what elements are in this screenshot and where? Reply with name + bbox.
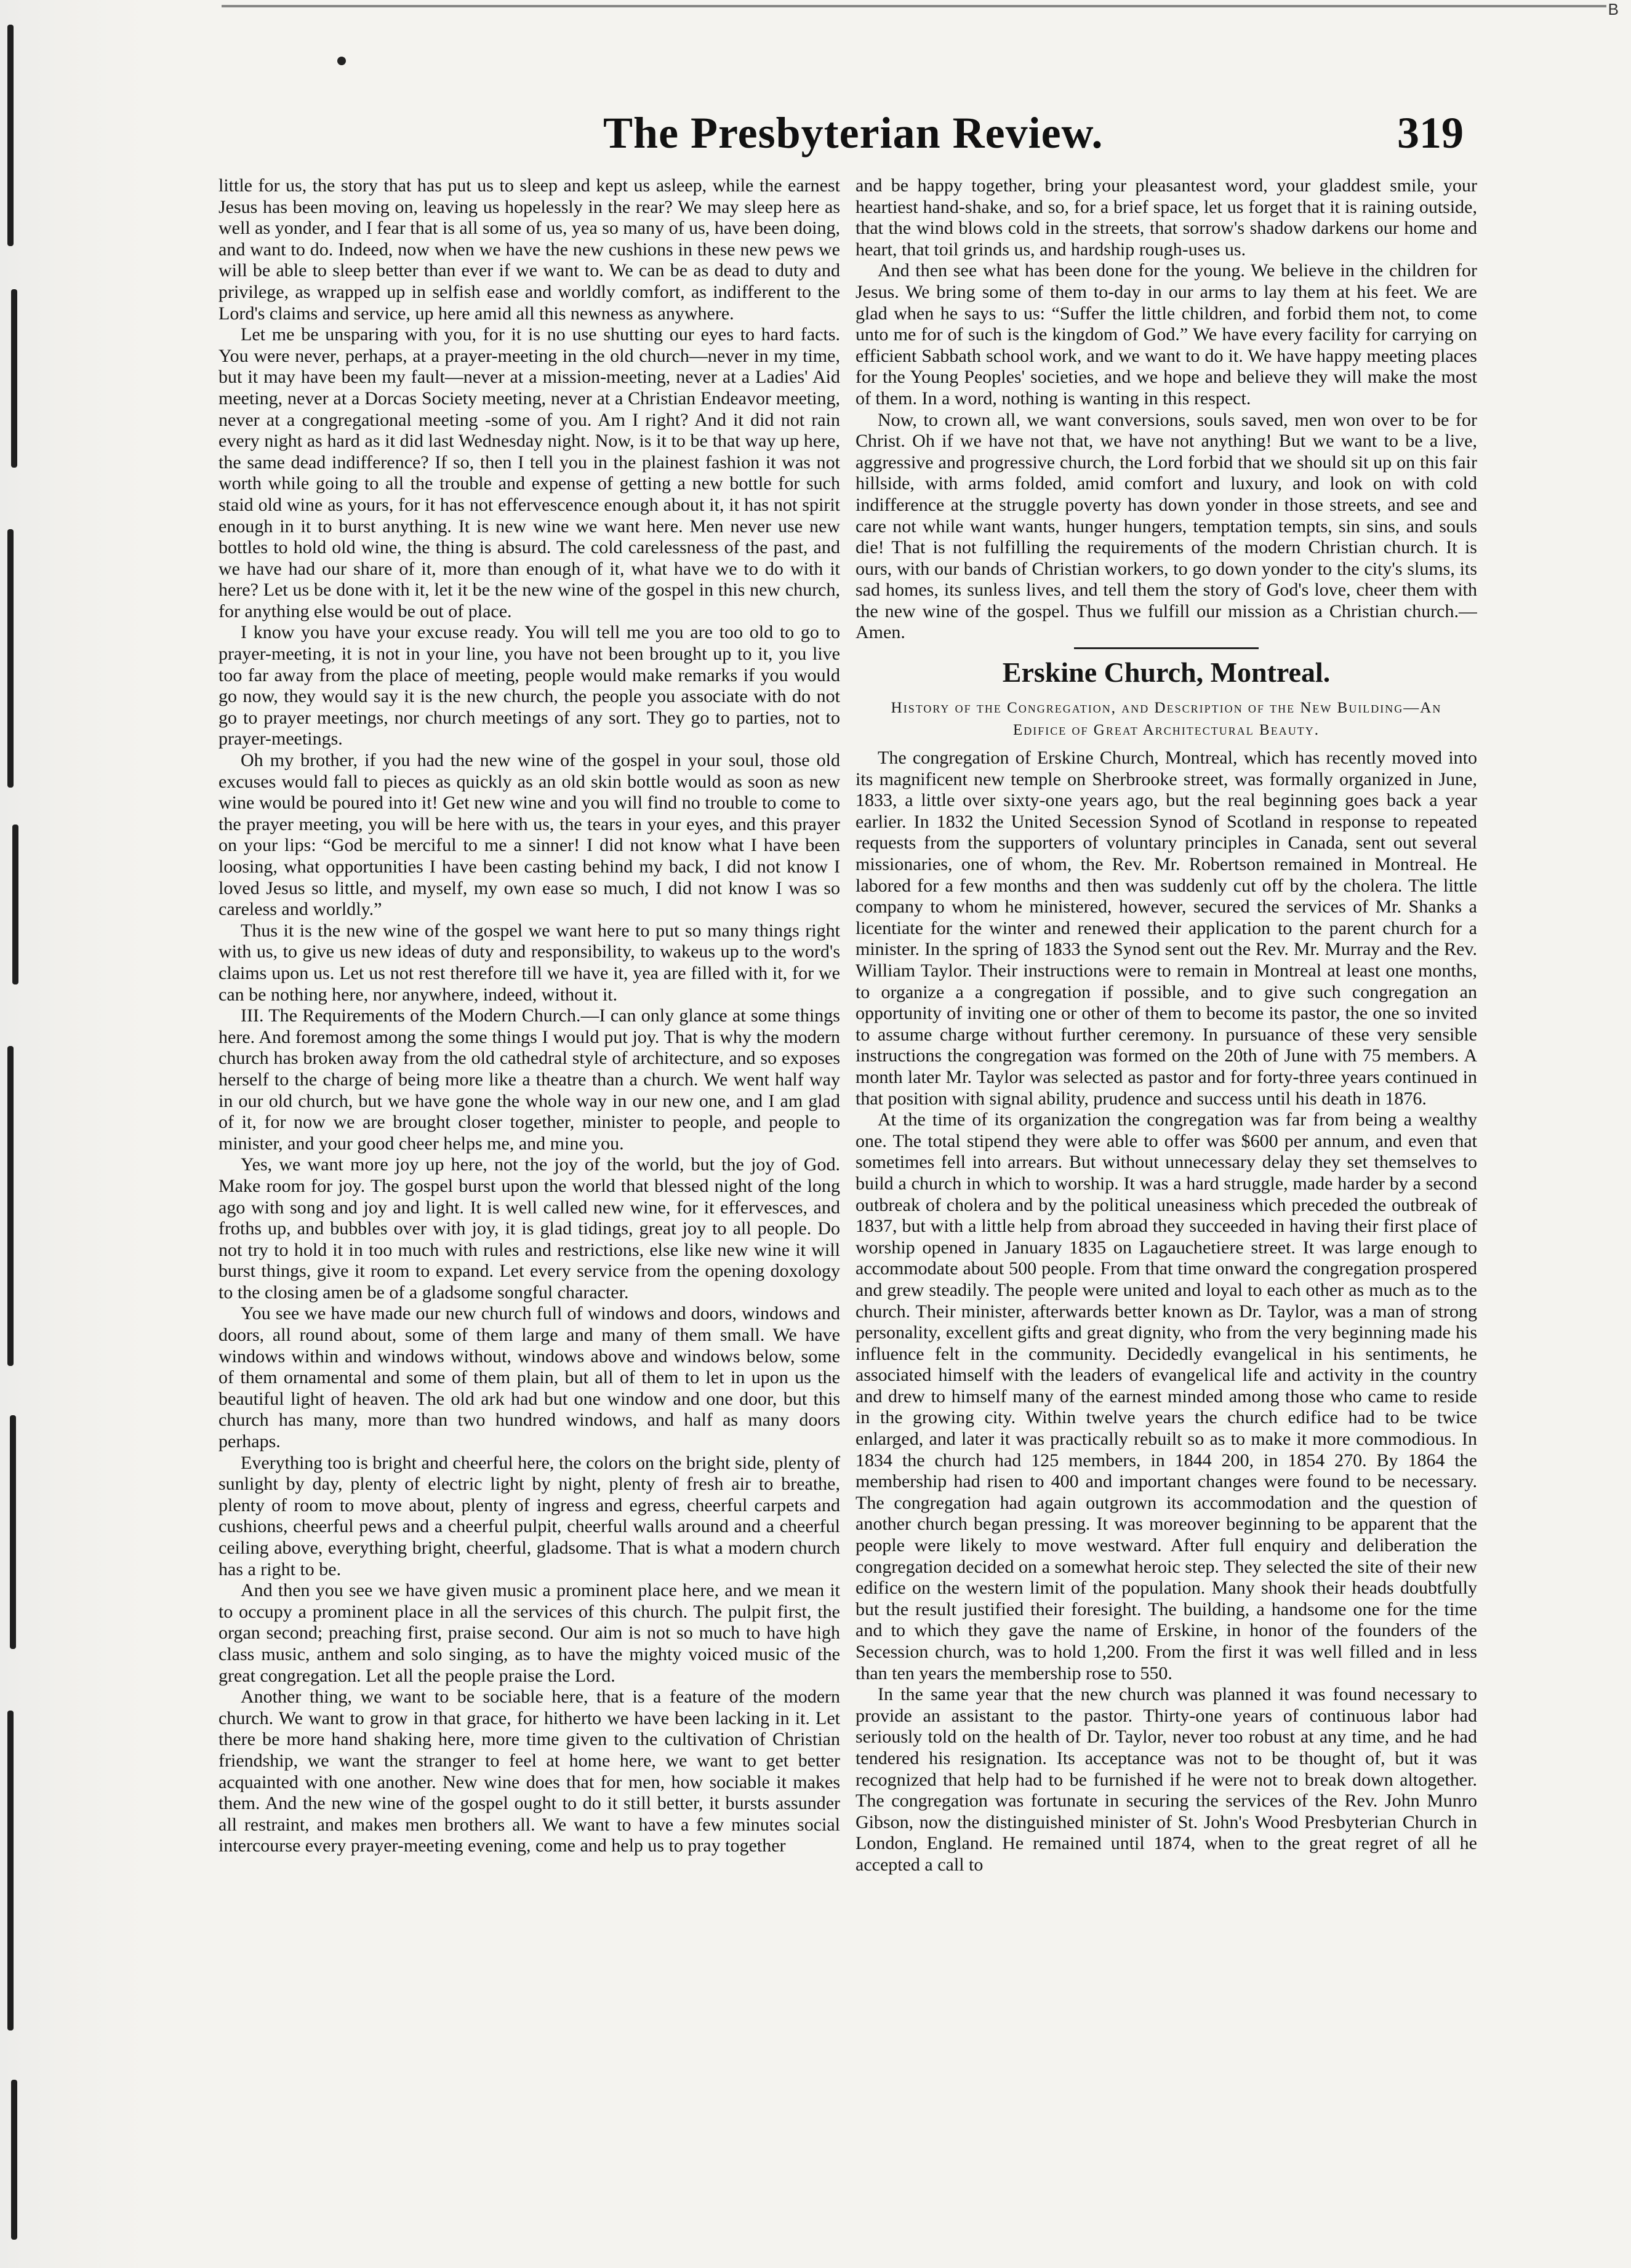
article-title: Erskine Church, Montreal. [1002,657,1331,689]
article-paragraph: The congregation of Erskine Church, Montreal, which has recently moved into its magnificent new temple on Sherbrooke street, was formally organized in June, 1833, a little over sixty-one years ago, but the real beginning goes back a year earlier. In 1832 the United Secession Synod of Scotland in response to repeated requests from the supporters of voluntary principles in Canada, sent out several missionaries, one of whom, the Rev. Mr. Robertson remained in Montreal. He labored for a few months and then was suddenly cut off by the cholera. The little company to whom he ministered, however, secured the services of Mr. Shanks a licentiate for the winter and renewed their application to the parent church for a minister. In the spring of 1833 the Synod sent out the Rev. Mr. Murray and the Rev. William Taylor. Their instructions were to remain in Montreal at least one months, to organize a a congregation if possible, and to give such congregation an opportunity of inviting one or other of them to become its pastor, the one so invited to assume charge without further ceremony. In pursuance of these very sensible instructions the congregation was formed on the 20th of June with 75 members. A month later Mr. Taylor was selected as pastor and for forty-three years continued in that position with signal ability, prudence and success until his death in 1876. [856,748,1477,1109]
left-column [218,175,840,2243]
top-edge-rule [222,5,1606,7]
left-paragraph: You see we have made our new church full of windows and doors, windows and doors, all round about, some of them large and many of them small. We have windows within and windows without, windows above and windows below, some of them ornamental and some of them plain, but all of them to let in upon us the beautiful light of heaven. The old ark had but one window and one door, but this church has many, more than two hundred windows, and half as many doors perhaps. [218,1303,840,1452]
section-divider [1074,647,1259,649]
left-paragraph: Let me be unsparing with you, for it is no use shutting our eyes to hard facts. You were never, perhaps, at a prayer-meeting in the old church—never in my time, but it may have been my fault—never at a mission-meeting, never at a Ladies' Aid meeting, never at a Dorcas Society meeting, never at a Christian Endeavor meeting, never at a congregational meeting -some of you. Am I right? And it did not rain every night as hard as it did last Wednesday night. Now, is it to be that way up here, the same dead indifference? If so, then I tell you in the plainest fashion it was not worth while going to all the trouble and expense of getting a new bottle for such staid old wine as yours, for it has not effervescence enough about it, it has not spirit enough in it to burst anything. It is new wine we want here. Men never use new bottles to hold old wine, the thing is absurd. The cold carelessness of the past, and we have had our share of it, more than enough of it, what have we to do with it here? Let us be done with it, let it be the new wine of the gospel in this new church, for anything else would be out of place. [218,324,840,621]
journal-title: The Presbyterian Review. [603,108,1104,158]
left-paragraph: Oh my brother, if you had the new wine of the gospel in your soul, those old excuses would fall to pieces as quickly as an old skin bottle would as soon as new wine would be poured into it! Get new wine and you will find no trouble to come to the prayer meeting, you will be here with us, the tears in your eyes, and this prayer on your lips: “God be merciful to me a sinner! I did not know what I have been loosing, what opportunities I have been casting behind my back, I did not know I loved Jesus so little, and myself, my own ease so much, I did not know I was so careless and worldly.” [218,750,840,920]
right-column [856,175,1477,2243]
article-subtitle: History of the Congregation, and Description of the New Building—An Edifice of Great Architectural Beauty. [891,700,1442,739]
left-paragraph: Everything too is bright and cheerful here, the colors on the bright side, plenty of sunlight by day, plenty of electric light by night, plenty of fresh air to breathe, plenty of room to move about, plenty of ingress and egress, cheerful carpets and cushions, cheerful pews and a cheerful pulpit, cheerful walls around and a cheerful ceiling above, everything bright, cheerful, gladsome. That is what a modern church has a right to be. [218,1452,840,1579]
right-paragraph: And then see what has been done for the young. We believe in the children for Jesus. We bring some of them to-day in our arms to lay them at his feet. We are glad when he says to us: “Suffer the little children, and forbid them not, to come unto me for of such is the kingdom of God.” We have every facility for carrying on efficient Sabbath school work, and we want to do it. We have happy meeting places for the Young Peoples' societies, and we hope and believe they will make the most of them. In a word, nothing is wanting in this respect. [856,260,1477,409]
left-paragraph: And then you see we have given music a prominent place here, and we mean it to occupy a prominent place in all the services of this church. The pulpit first, the organ second; preaching first, praise second. Our aim is not so much to have high class music, anthem and solo singing, as to have the mighty voiced music of the great congregation. Let all the people praise the Lord. [218,1580,840,1686]
left-paragraph: little for us, the story that has put us to sleep and kept us asleep, while the earnest Jesus has been moving on, leaving us hopelessly in the rear? We may sleep here as well as yonder, and I fear that is all some of us, yea so many of us, have been doing, and want to do. Indeed, now when we have the new cushions in these new pews we will be able to sleep better than ever if we want to. We can be as dead to duty and privilege, as wrapped up in selfish ease and worldly comfort, as indifferent to the Lord's claims and service, up here amid all this newness as anywhere. [218,175,840,324]
right-paragraph: and be happy together, bring your pleasantest word, your gladdest smile, your heartiest hand-shake, and so, for a brief space, let us forget that it is raining outside, that the wind blows cold in the streets, that sorrow's shadow darkens our home and heart, that toil grinds us, and hardship rough-uses us. [856,175,1477,260]
left-paragraph: III. The Requirements of the Modern Church.—I can only glance at some things here. And foremost among the some things I would put joy. That is why the modern church has broken away from the old cathedral style of architecture, and so exposes herself to the charge of being more like a theatre than a church. We went half way in our old church, but we have gone the whole way in our new one, and I am glad of it, for now we are brought closer together, minister to people, and people to minister, and your good cheer helps me, and mine you. [218,1005,840,1154]
ink-dot [337,57,346,65]
left-paragraph: Thus it is the new wine of the gospel we want here to put so many things right with us, to give us new ideas of duty and responsibility, to wakeus up to the word's claims upon us. Let us not rest therefore till we have it, yea are filled with it, for we can be nothing here, nor anywhere, indeed, without it. [218,920,840,1005]
page-number: 319 [1397,108,1464,158]
left-paragraph: Another thing, we want to be sociable here, that is a feature of the modern church. We want to grow in that grace, for hitherto we have been lacking in it. Let there be more hand shaking here, more time given to the cultivation of Christian friendship, we want the stranger to feel at home here, we want to get better acquainted with one another. New wine does that for men, how sociable it makes them. And the new wine of the gospel ought to do it still better, it bursts assunder all restraint, and makes men brothers all. We want to have a few minutes social intercourse every prayer-meeting evening, come and help us to pray together [218,1687,840,1856]
article-paragraph: At the time of its organization the congregation was far from being a wealthy one. The total stipend they were able to offer was $600 per annum, and even that sometimes fell into arrears. But without unnecessary delay they set themselves to build a church in which to worship. It was a hard struggle, made harder by a second outbreak of cholera and by the political uneasiness which preceded the outbreak of 1837, but with a little help from abroad they succeeded in having their first place of worship opened in January 1835 on Lagauchetiere street. It was large enough to accommodate about 500 people. From that time onward the congregation prospered and grew steadily. The people were united and loyal to each other as much as to the church. Their minister, afterwards better known as Dr. Taylor, was a man of strong personality, excellent gifts and great dignity, who from the very beginning made his influence felt in the community. Decidedly evangelical in his sentiments, he associated himself with the leaders of evangelical life and activity in the country and drew to himself many of the earnest minded among those who came to reside in the growing city. Within twelve years the church edifice had to be twice enlarged, and later it was practically rebuilt so as to make it more commodious. In 1834 the church had 125 members, in 1844 200, in 1854 270. By 1864 the membership had risen to 400 and important changes were found to be necessary. The congregation had again outgrown its accommodation and the question of another church began pressing. It was moreover beginning to be apparent that the people were likely to move westward. After full enquiry and deliberation the congregation decided on a somewhat heroic step. They selected the site of their new edifice on the western limit of the population. Many shook their heads doubtfully but the result justified their foresight. The building, a handsome one for the time and to which they gave the name of Erskine, in honor of the founders of the Secession church, was to hold 1,200. From the first it was well filled and in less than ten years the membership rose to 550. [856,1109,1477,1683]
article-paragraph: In the same year that the new church was planned it was found necessary to provide an assistant to the pastor. Thirty-one years of continuous labor had seriously told on the health of Dr. Taylor, never too robust at any time, and he had tendered his resignation. Its acceptance was not to be thought of, but it was recognized that help had to be furnished if he were not to break down altogether. The congregation was fortunate in securing the services of the Rev. John Munro Gibson, now the distinguished minister of St. John's Wood Presbyterian Church in London, England. He remained until 1874, when to the great regret of all he accepted a call to [856,1684,1477,1875]
right-paragraph: Now, to crown all, we want conversions, souls saved, men won over to be for Christ. Oh if we have not that, we have not anything! But we want to be a live, aggressive and progressive church, the Lord forbid that we should sit up on this fair hillside, with arms folded, amid comfort and luxury, and look on with cold indifference at the struggle poverty has down yonder in those streets, and see and care not while want wants, hunger hungers, temptation tempts, sin sins, and souls die! That is not fulfilling the requirements of the modern Christian church. It is ours, with our bands of Christian workers, to go down yonder to the city's slums, its sad homes, its sunless lives, and tell them the story of God's love, cheer them with the new wine of the gospel. Thus we fulfill our mission as a Christian church.—Amen. [856,409,1477,643]
corner-mark: B [1608,0,1619,18]
page-header [603,108,1464,163]
left-paragraph: Yes, we want more joy up here, not the joy of the world, but the joy of God. Make room for joy. The gospel burst upon the world that blessed night of the long ago with song and joy and light. It is well called new wine, for it effervesces, and froths up, and bubbles over with joy, it is glad tidings, great joy to all people. Do not try to hold it in too much with rules and restrictions, else like new wine it will burst things, give it room to expand. Let every service from the opening doxology to the closing amen be of a gladsome songful character. [218,1154,840,1303]
page-binding-edge [0,0,148,2268]
left-paragraph: I know you have your excuse ready. You will tell me you are too old to go to prayer-meeting, it is not in your line, you have not been brought up to it, you live too far away from the place of meeting, people would make remarks if you would go now, they would say it is the new church, the people you associate with do not go to prayer meetings, nor church meetings of any sort. They go to parties, not to prayer-meetings. [218,622,840,749]
